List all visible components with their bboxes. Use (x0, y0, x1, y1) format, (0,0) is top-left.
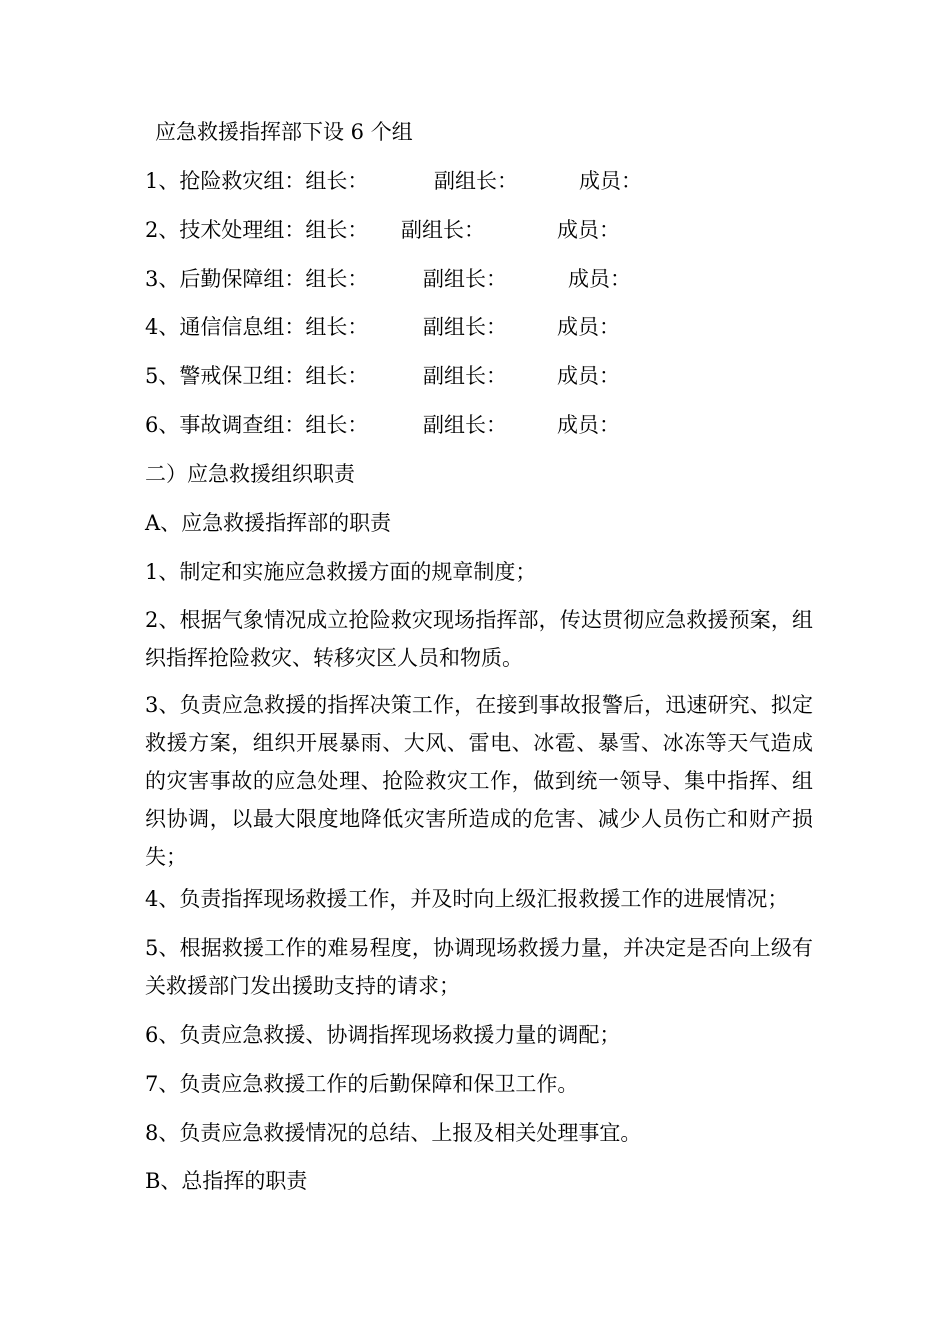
deputy-label: 副组长： (423, 315, 507, 339)
intro-line: 应急救援指挥部下设 6 个组 (155, 120, 413, 144)
duty-item: 5、根据救援工作的难易程度，协调现场救援力量，并决定是否向上级有关救援部门发出援助支持的请求； (145, 936, 813, 998)
group-name: 3、后勤保障组：组长： (145, 267, 369, 291)
group-name: 6、事故调查组：组长： (145, 413, 369, 437)
members-label: 成员： (557, 364, 620, 388)
members-label: 成员： (557, 315, 620, 339)
duty-item: 6、负责应急救援、协调指挥现场救援力量的调配； (145, 1023, 621, 1047)
duty-item: 2、根据气象情况成立抢险救灾现场指挥部，传达贯彻应急救援预案，组织指挥抢险救灾、转移灾区人员和物质。 (145, 608, 813, 670)
section-heading: B、总指挥的职责 (145, 1169, 308, 1193)
duty-item: 3、负责应急救援的指挥决策工作，在接到事故报警后，迅速研究、拟定救援方案，组织开展暴雨、大风、雷电、冰雹、暴雪、冰冻等天气造成的灾害事故的应急处理、抢险救灾工作，做到统一领导、集中指挥、组织协调，以最大限度地降低灾害所造成的危害、减少人员伤亡和财产损失； (145, 693, 813, 869)
members-label: 成员： (557, 413, 620, 437)
group-name: 5、警戒保卫组：组长： (145, 364, 369, 388)
deputy-label: 副组长： (423, 364, 507, 388)
section-heading: A、应急救援指挥部的职责 (145, 511, 392, 535)
deputy-label: 副组长： (401, 218, 485, 242)
group-name: 4、通信信息组：组长： (145, 315, 369, 339)
members-label: 成员： (568, 267, 631, 291)
group-name: 2、技术处理组：组长： (145, 218, 369, 242)
duty-item: 7、负责应急救援工作的后勤保障和保卫工作。 (145, 1072, 579, 1096)
deputy-label: 副组长： (423, 267, 507, 291)
members-label: 成员： (579, 169, 642, 193)
deputy-label: 副组长： (434, 169, 518, 193)
duty-item: 8、负责应急救援情况的总结、上报及相关处理事宜。 (145, 1121, 642, 1145)
members-label: 成员： (557, 218, 620, 242)
group-name: 1、抢险救灾组：组长： (145, 169, 369, 193)
section-heading: 二）应急救援组织职责 (145, 462, 355, 486)
duty-item: 1、制定和实施应急救援方面的规章制度； (145, 560, 537, 584)
deputy-label: 副组长： (423, 413, 507, 437)
duty-item: 4、负责指挥现场救援工作，并及时向上级汇报救援工作的进展情况； (145, 887, 789, 911)
